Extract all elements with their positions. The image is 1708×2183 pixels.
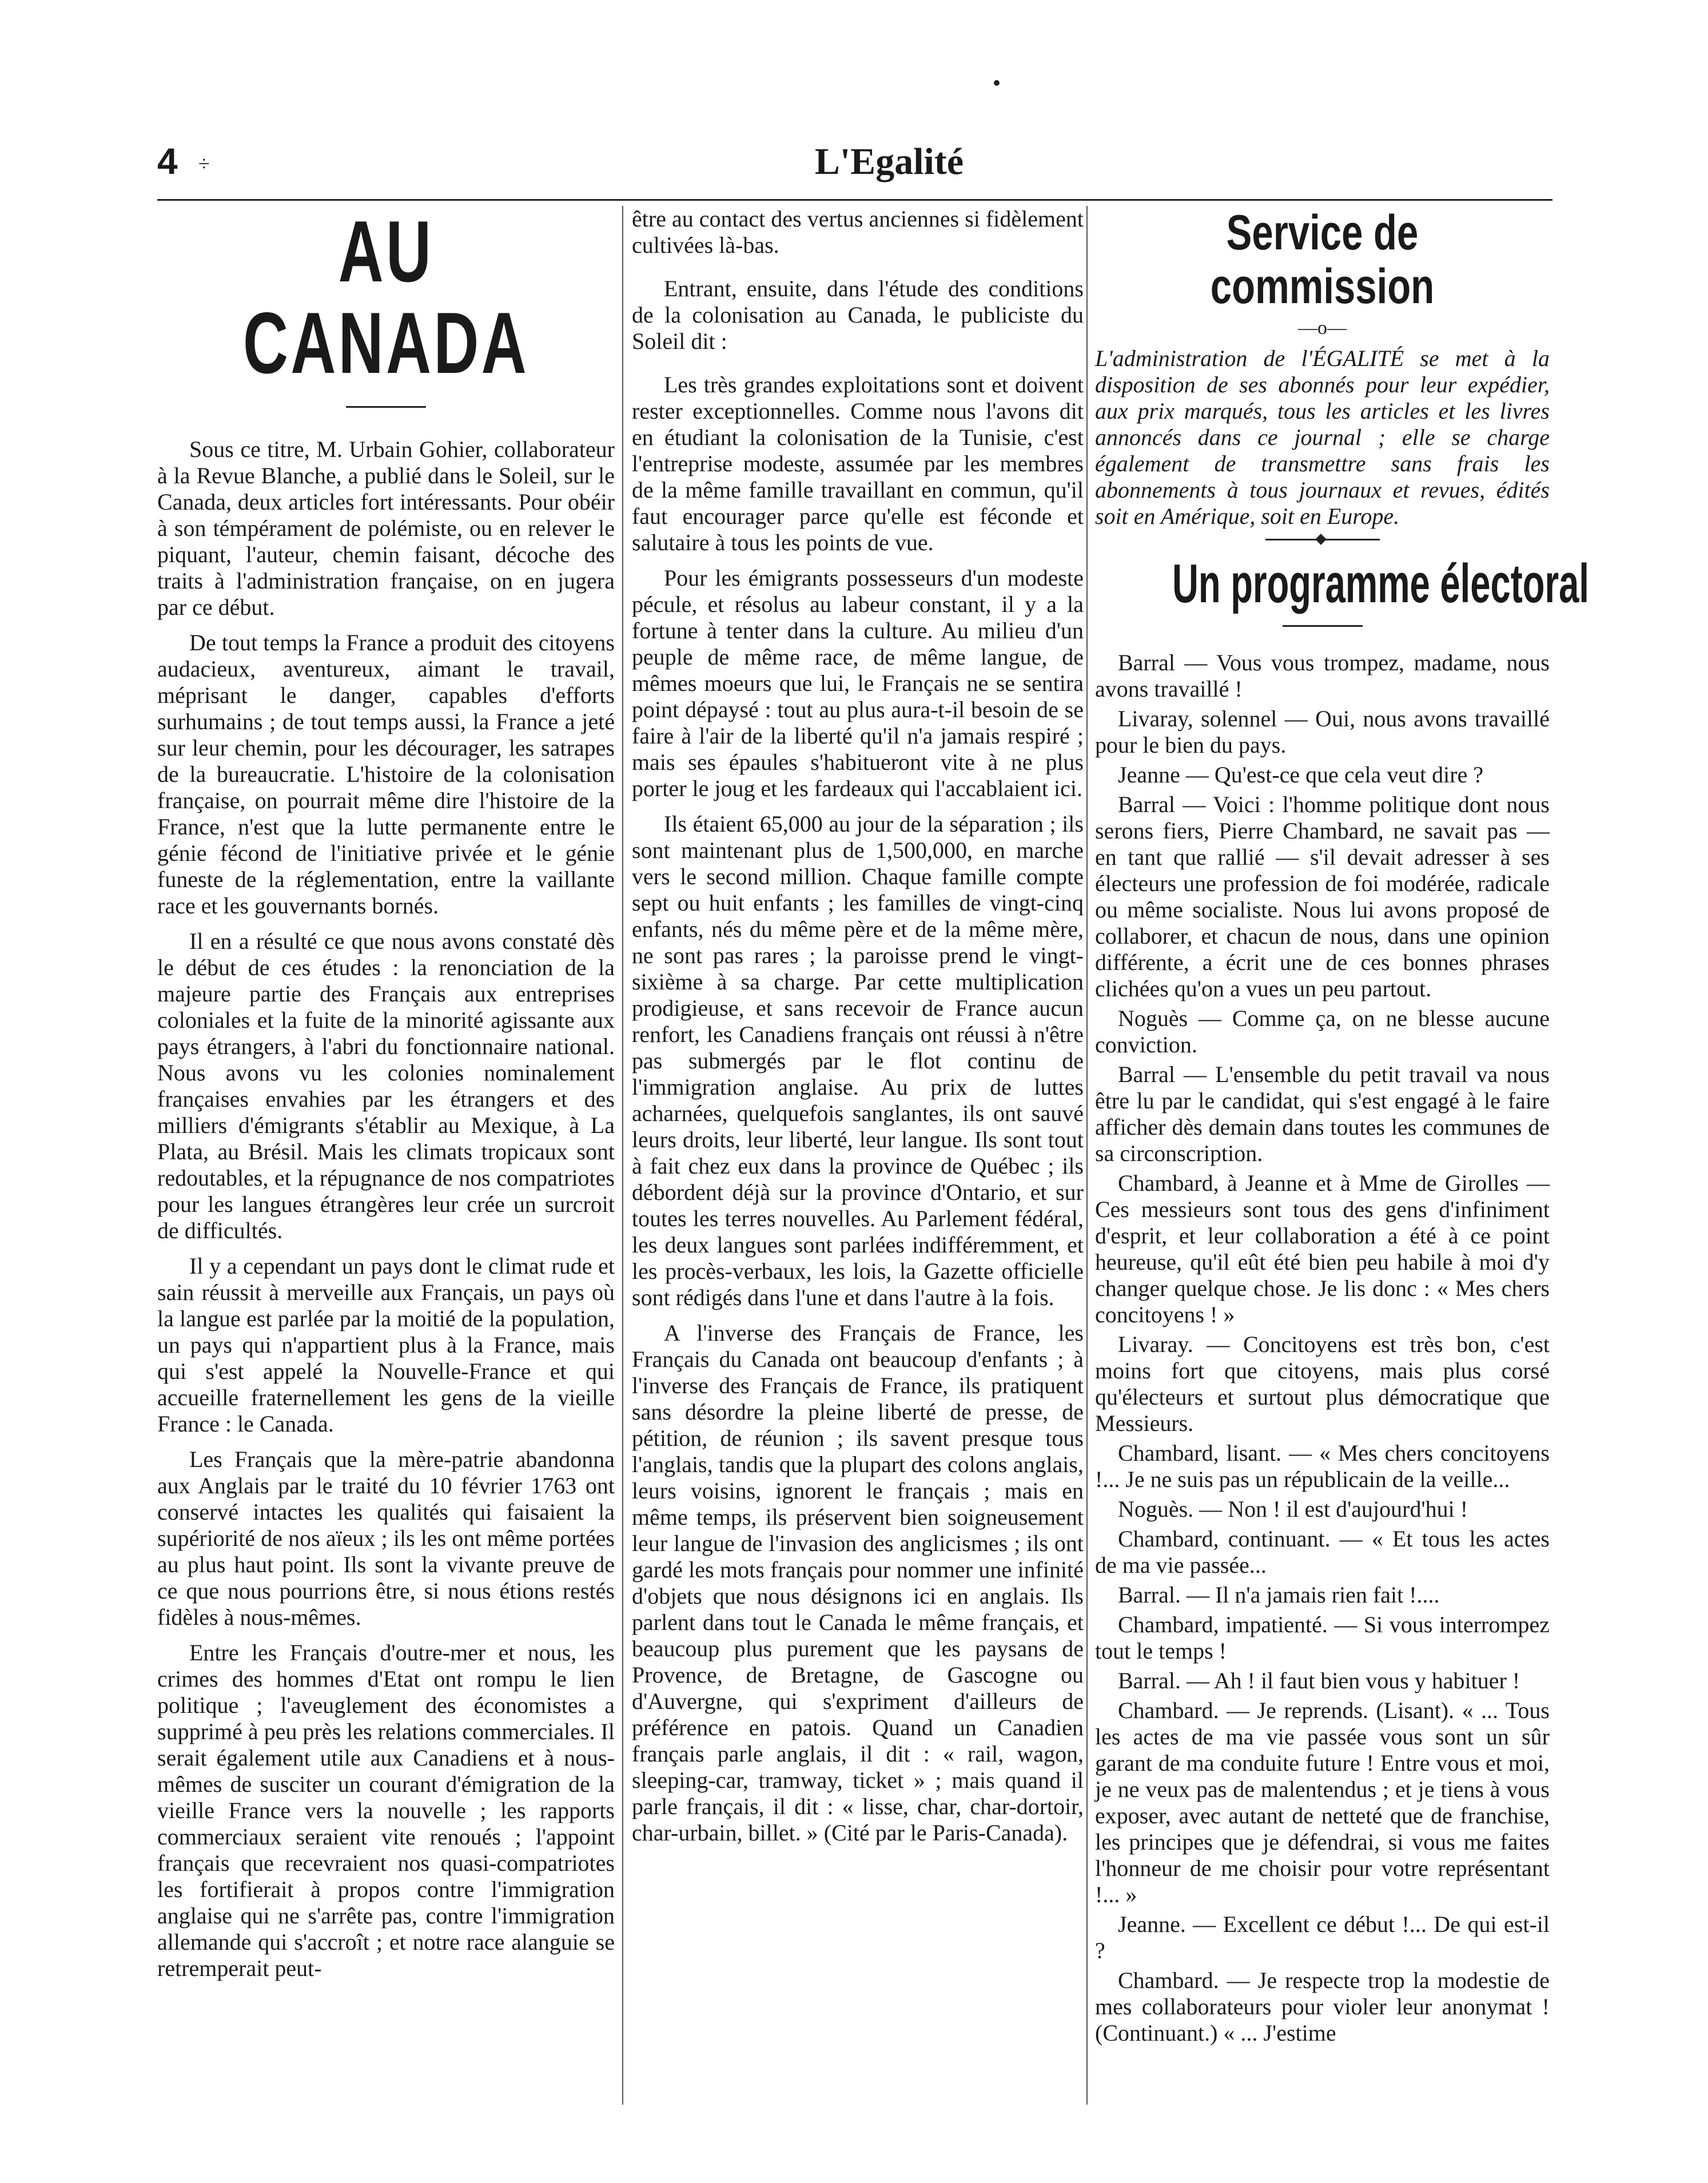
article-paragraph: Il y a cependant un pays dont le climat rude et sain réussit à merveille aux Français, un pays où la langue est parlée par la moitié de la population, un pays qui n'appartient plus à la France, mais qui s'est appelé la Nouvelle-France et qui accueille fraternellement les gens de la vieille France : le Canada. bbox=[157, 1253, 615, 1437]
column-service-and-programme bbox=[1095, 205, 1590, 2050]
dialogue-line: Barral — L'ensemble du petit travail va nous être lu par le candidat, qui s'est engagé à le faire afficher dès demain dans toutes les communes de sa circonscription. bbox=[1095, 1061, 1550, 1166]
article-paragraph: Entre les Français d'outre-mer et nous, les crimes des hommes d'Etat ont rompu le lien politique ; l'aveuglement des économistes a supprimé à peu près les relations commerciales. Il serait également utile aux Canadiens et à nous-mêmes de susciter un courant d'émigration de la vieille France vers la nouvelle ; les rapports commerciaux seraient vite renoués ; l'appoint français que recevraient nos quasi-compatriotes les fortifierait à propos contre l'immigration anglaise qui ne s'arrête pas, contre l'immigration allemande qui s'accroît ; et notre race alanguie se retremperait peut- bbox=[157, 1640, 615, 1981]
column-divider bbox=[622, 206, 623, 2105]
dialogue-line: Barral. — Ah ! il faut bien vous y habituer ! bbox=[1118, 1668, 1520, 1693]
dialogue-line: Chambard, à Jeanne et à Mme de Girolles — Ces messieurs sont tous des gens d'infiniment d'esprit, et leur collaboration a été à ce point heureuse, qu'il eût été bien peu habile à moi d'y changer quelque chose. Je lis donc : « Mes chers concitoyens ! » bbox=[1095, 1170, 1550, 1327]
article-paragraph: Les très grandes exploitations sont et doivent rester exceptionnelles. Comme nous l'avons dit en étudiant la colonisation de la Tunisie, c'est l'entreprise modeste, assumée par les membres de la même famille travaillant en commun, qu'il faut encourager parce qu'elle est féconde et salutaire à tous les points de vue. bbox=[632, 372, 1084, 555]
headline-programme-electoral: Un programme électoral bbox=[1172, 553, 1590, 614]
print-dot bbox=[994, 80, 1000, 86]
dialogue-line: Noguès — Comme ça, on ne blesse aucune conviction. bbox=[1095, 1005, 1550, 1057]
ornament-rule bbox=[1265, 539, 1380, 540]
article-paragraph: Ils étaient 65,000 au jour de la séparation ; ils sont maintenant plus de 1,500,000, en marche vers le second million. Chaque famille compte sept ou huit enfants ; les familles de vingt-cinq enfants, nés du même père et de la même mère, ne sont pas rares ; la paroisse prend le vingt-sixième à sa charge. Par cette multiplication prodigieuse, et sans recevoir de France aucun renfort, les Canadiens français ont réussi à n'être pas submergés par le flot continu de l'immigration anglaise. Au prix de luttes acharnées, quelquefois sanglantes, ils ont sauvé leurs droits, leur liberté, leur langue. Ils sont tout à fait chez eux dans la province de Québec ; ils débordent déjà sur la province d'Ontario, et sur toutes les terres nouvelles. Au Parlement fédéral, les deux langues sont parlées indifféremment, et les procès-verbaux, les lois, la Gazette officielle sont rédigés dans l'une et dans l'autre à la fois. bbox=[632, 811, 1084, 1310]
dialogue-line: Chambard, continuant. — « Et tous les actes de ma vie passée... bbox=[1095, 1526, 1550, 1578]
dialogue-line: Livaray, solennel — Oui, nous avons travaillé pour le bien du pays. bbox=[1095, 706, 1550, 758]
dialogue-line: Chambard, lisant. — « Mes chers concitoyens !... Je ne suis pas un républicain de la veille... bbox=[1095, 1440, 1550, 1492]
page-number-mark: ÷ bbox=[198, 152, 210, 175]
column-divider bbox=[1086, 206, 1088, 2105]
headline-service-de-commission: Service de commission bbox=[1210, 205, 1435, 314]
page-number: 4 bbox=[157, 141, 178, 182]
dialogue-line: Chambard, impatienté. — Si vous interrompez tout le temps ! bbox=[1095, 1612, 1550, 1664]
article-paragraph: être au contact des vertus anciennes si fidèlement cultivées là-bas. bbox=[632, 206, 1084, 258]
dialogue-line: Noguès. — Non ! il est d'aujourd'hui ! bbox=[1118, 1496, 1468, 1522]
service-notice: L'administration de l'ÉGALITÉ se met à la disposition de ses abonnés pour leur expédier, aux prix marqués, tous les articles et les livres annoncés dans ce journal ; elle se charge également de transmettre sans frais les abonnements à tous journaux et revues, édités soit en Amérique, soit en Europe. bbox=[1095, 345, 1550, 529]
article-paragraph: Pour les émigrants possesseurs d'un modeste pécule, et résolus au labeur constant, il y a la fortune à tenter dans la culture. Au milieu d'un peuple de même race, de même langue, de mêmes moeurs que lui, le Français ne se sentira point dépaysé : tout au plus aura-t-il besoin de se faire à l'air de la liberté qu'il n'a jamais respiré ; mais ses épaules s'habitueront vite à ne plus porter le joug et les fardeaux qui l'accablaient ici. bbox=[632, 565, 1084, 801]
separator-mark: —o— bbox=[1298, 317, 1347, 339]
article-paragraph: Sous ce titre, M. Urbain Gohier, collaborateur à la Revue Blanche, a publié dans le Soleil, sur le Canada, deux articles fort intéressants. Pour obéir à son témpérament de polémiste, ou en relever le piquant, l'auteur, chemin faisant, décoche des traits à l'administration française, on en jugera par ce début. bbox=[157, 436, 615, 620]
dialogue-line: Barral — Voici : l'homme politique dont nous serons fiers, Pierre Chambard, ne savait pas — en tant que rallié — s'il devait adresser à ses électeurs une profession de foi modérée, radicale ou même socialiste. Nous lui avons proposé de collaborer, et chacun de nous, dans une opinion différente, a écrit une de ces bonnes phrases clichées qu'on a vues un peu partout. bbox=[1095, 792, 1550, 1001]
column-au-canada bbox=[157, 203, 615, 1991]
dialogue-line: Chambard. — Je reprends. (Lisant). « ... Tous les actes de ma vie passée vous sont un sûr garant de ma conduite future ! Entre vous et moi, je ne veux pas de malentendus ; et je tiens à vous exposer, avec autant de netteté que de franchise, les principes que je défendrai, si vous me faites l'honneur de me choisir pour votre représentant !... » bbox=[1095, 1697, 1550, 1907]
dialogue-line: Jeanne — Qu'est-ce que cela veut dire ? bbox=[1118, 762, 1484, 788]
dialogue-line: Barral — Vous vous trompez, madame, nous avons travaillé ! bbox=[1095, 650, 1550, 702]
masthead-rule bbox=[157, 199, 1552, 201]
dialogue bbox=[1095, 650, 1550, 2046]
dialogue-line: Chambard. — Je respecte trop la modestie de mes collaborateurs pour violer leur anonymat ! (Continuant.) « ... J'estime bbox=[1095, 1967, 1550, 2046]
article-paragraph: Entrant, ensuite, dans l'étude des conditions de la colonisation au Canada, le publiciste du Soleil dit : bbox=[632, 276, 1084, 354]
headline-rule bbox=[346, 406, 426, 408]
dialogue-line: Livaray. — Concitoyens est très bon, c'est moins fort que citoyens, mais plus corsé qu'électeurs et surtout plus démocratique que Messieurs. bbox=[1095, 1331, 1550, 1436]
dialogue-line: Barral. — Il n'a jamais rien fait !.... bbox=[1118, 1582, 1440, 1608]
article-headline-au-canada: AU CANADA bbox=[242, 203, 529, 392]
article-paragraph: Il en a résulté ce que nous avons constaté dès le début de ces études : la renonciation de la majeure partie des Français aux entreprises coloniales et la fuite de la minorité agissante aux pays étrangers, à l'abri du fonctionnaire national. Nous avons vu les colonies nominalement françaises envahies par les étrangers et des milliers d'émigrants s'établir au Mexique, à La Plata, au Brésil. Mais les climats tropicaux sont redoutables, et la répugnance de nos compatriotes pour les langues étrangères leur crée un surcroit de difficultés. bbox=[157, 928, 615, 1243]
headline-rule bbox=[1283, 625, 1363, 627]
column-au-canada-continued bbox=[632, 206, 1084, 1855]
dialogue-line: Jeanne. — Excellent ce début !... De qui est-il ? bbox=[1095, 1911, 1550, 1963]
newspaper-title: L'Egalité bbox=[814, 141, 964, 182]
masthead bbox=[157, 143, 1552, 206]
article-paragraph: A l'inverse des Français de France, les Français du Canada ont beaucoup d'enfants ; à l'inverse des Français de France, ils pratiquent sans désordre la pleine liberté de presse, de pétition, de réunion ; ils savent presque tous l'anglais, tandis que la plupart des colons anglais, leurs voisins, ignorent le français ; mais en même temps, ils préservent bien soigneusement leur langue de l'invasion des anglicismes ; ils ont gardé les mots français pour nommer une infinité d'objets que nous désignons ici en anglais. Ils parlent dans tout le Canada le même français, et beaucoup plus purement que les paysans de Provence, de Bretagne, de Gascogne ou d'Auvergne, qui s'expriment d'ailleurs de préférence en patois. Quand un Canadien français parle anglais, il dit : « rail, wagon, sleeping-car, tramway, ticket » ; mais quand il parle français, il dit : « lisse, char, char-dortoir, char-urbain, billet. » (Cité par le Paris-Canada). bbox=[632, 1320, 1084, 1846]
article-paragraph: Les Français que la mère-patrie abandonna aux Anglais par le traité du 10 février 1763 ont conservé intactes les qualités qui faisaient la supériorité de nos aïeux ; ils les ont même portées au plus haut point. Ils sont la vivante preuve de ce que nous pourrions être, si nous étions restés fidèles à nous-mêmes. bbox=[157, 1446, 615, 1630]
article-paragraph: De tout temps la France a produit des citoyens audacieux, aventureux, aimant le travail, méprisant le danger, capables d'efforts surhumains ; de tout temps aussi, la France a jeté sur leur chemin, pour les décourager, les satrapes de la bureaucratie. L'histoire de la colonisation française, on pourrait même dire l'histoire de la France, n'est que la lutte permanente entre le génie fécond de l'initiative privée et le génie funeste de la réglementation, entre la vaillante race et les gouvernants bornés. bbox=[157, 630, 615, 918]
